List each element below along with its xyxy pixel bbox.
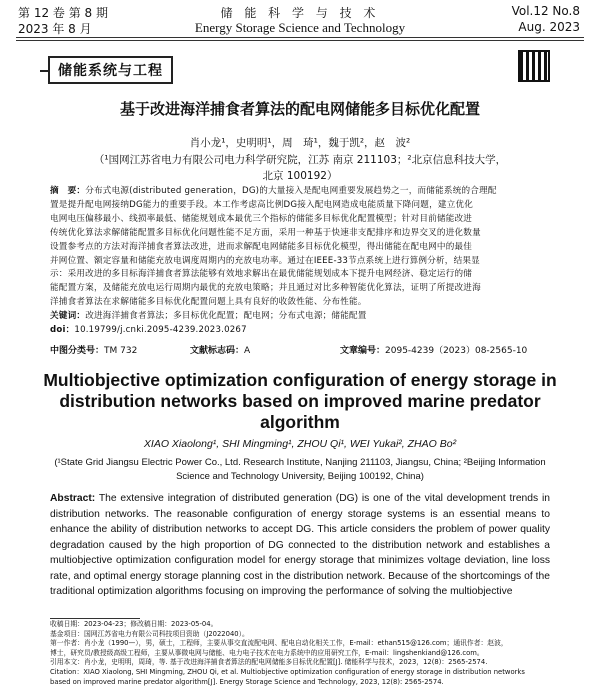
footnotes (50, 620, 560, 687)
article-number: 文章编号：2095-4239（2023）08-2565-10 (340, 346, 528, 356)
abstract-cn (50, 185, 550, 338)
date-en: Aug. 2023 (518, 20, 580, 34)
running-header (0, 2, 600, 36)
date-cn: 2023 年 8 月 (18, 22, 92, 36)
abstract-cn-label: 摘 要： (50, 186, 86, 196)
footnote-received: 收稿日期：2023-04-23；修改稿日期：2023-05-04。 (50, 620, 218, 628)
keywords-cn: 关键词：改进海洋捕食者算法；多目标优化配置；配电网；分布式电源；储能配置 (50, 311, 367, 322)
abstract-cn-line: 能配置方案，及储能充放电运行周期内最优的充放电策略；并且通过对比多种智能优化算法，证明了所提改进海 (50, 283, 481, 294)
section-label: 储能系统与工程 (48, 56, 173, 84)
header-rule (16, 37, 584, 38)
footnote-author-2: 博士，研究员/教授级高级工程师，主要从事微电网与储能、电力电子技术在电力系统中的应用研究工作，E-mail：lingshenkiand@126.com。 (50, 648, 484, 657)
doi: doi：10.19799/j.cnki.2095-4239.2023.0267 (50, 325, 247, 336)
document-code: 文献标志码：A (190, 346, 251, 356)
abstract-cn-line: 摘 要：分布式电源(distributed generation，DG)的大量接入是配电网重要发展趋势之一，而储能系统的合理配 (50, 186, 497, 196)
volume-cn: 第 12 卷 第 8 期 (18, 6, 108, 20)
authors-cn: 肖小龙¹，史明明¹，周 琦¹，魏于凯²，赵 波² (189, 137, 411, 149)
authors-en: XIAO Xiaolong¹, SHI Mingming¹, ZHOU Qi¹, WEI Yukai², ZHAO Bo² (143, 438, 457, 450)
volume-en: Vol.12 No.8 (511, 4, 580, 18)
abstract-cn-line: 电网电压偏移最小、线损率最低、储能规划成本最优三个指标的储能多目标优化配置模型；针对目前储能改进 (50, 213, 473, 224)
abstract-cn-line: 置是提升配电网接纳DG能力的重要手段。本工作考虑高比例DG接入配电网造成电能质量下降问题，建立优化 (50, 199, 474, 210)
abstract-cn-line: 示：采用改进的多目标海洋捕食者算法能够有效地求解出在最优储能规划成本下提升电网经济、稳定运行的储 (50, 269, 473, 280)
footnote-author-1: 第一作者：肖小龙（1990—），男，硕士，工程师，主要从事交直流配电网、配电自动化相关工作，E-mail：ethan515@126.com；通讯作者：赵波， (50, 639, 508, 648)
abstract-en-text: The extensive integration of distributed generation (DG) is one of the vital development trends in distribution networks. The reasonable configuration of energy storage systems is an essential means to enhance the ability of distribution networks to accept DG. This article considers the problem of power quality degradation caused by the high proportion of DG connected to the distribution network and establishes a multiobjective optimization configuration model for energy storage that minimizes voltage deviation, line loss rate, and optimal energy storage planning cost in the distribution network. Because of the shortcomings of the traditional optimization algorithms focusing on improving the performance of solving the multiobjective (50, 493, 550, 597)
footnote-funding: 基金项目：国网江苏省电力有限公司科技项目资助（J2022040）。 (50, 629, 249, 638)
abstract-cn-line: 并网位置、额定容量和储能充放电调度周期内的充放电功率。通过在IEEE-33节点系统上进行算例分析，结果显 (50, 255, 480, 266)
journal-name-cn: 储 能 科 学 与 技 术 (220, 6, 380, 20)
affiliation-cn-1: （¹国网江苏省电力有限公司电力科学研究院，江苏 南京 211103；²北京信息科技大学， (93, 154, 507, 166)
journal-name-en: Energy Storage Science and Technology (194, 20, 406, 35)
abstract-cn-line: 洋捕食者算法在求解储能多目标优化配置问题上具有良好的收敛性能、分布性能。 (50, 297, 367, 308)
abstract-cn-line: 设置参考点的方法对海洋捕食者算法改进，进而求解配电网储能多目标优化模型，得出储能在配电网中的最佳 (50, 241, 473, 252)
qr-code-icon (518, 50, 550, 82)
affiliation-cn-2: 北京 100192） (262, 170, 338, 182)
title-en: Multiobjective optimization configuration of energy storage in distribution networks based on improved marine predator algorithm (43, 370, 557, 432)
footnote-citation-en-1: Citation：XIAO Xiaolong, SHI Mingming, ZHOU Qi, et al. Multiobjective optimization configuration of energy storage in distribution networks (50, 667, 525, 676)
abstract-en (50, 491, 550, 600)
clc-number: 中图分类号：TM 732 (50, 346, 138, 356)
abstract-en-label: Abstract: (50, 493, 96, 504)
classification-row (50, 343, 550, 357)
footnote-rule (50, 618, 140, 619)
title-cn: 基于改进海洋捕食者算法的配电网储能多目标优化配置 (119, 100, 480, 118)
header-rule-2 (16, 40, 584, 41)
affiliation-en: (¹State Grid Jiangsu Electric Power Co., Ltd. Research Institute, Nanjing 211103, Jiangsu, China; ²Beijing Information Science and Technology University, Beijing 100192, China) (54, 457, 546, 482)
abstract-cn-line: 传统优化算法求解储能配置多目标优化问题性能不足方面，采用一种基于快速非支配排序和边界交叉的进化数量 (50, 227, 481, 238)
footnote-citation-en-2: based on improved marine predator algorithm[J]. Energy Storage Science and Technology, 2023, 12(8): 2565-2574. (50, 677, 444, 686)
footnote-citation-cn: 引用本文：肖小龙，史明明，周琦，等. 基于改进海洋捕食者算法的配电网储能多目标优化配置[J]. 储能科学与技术，2023，12(8)：2565-2574. (50, 658, 488, 667)
